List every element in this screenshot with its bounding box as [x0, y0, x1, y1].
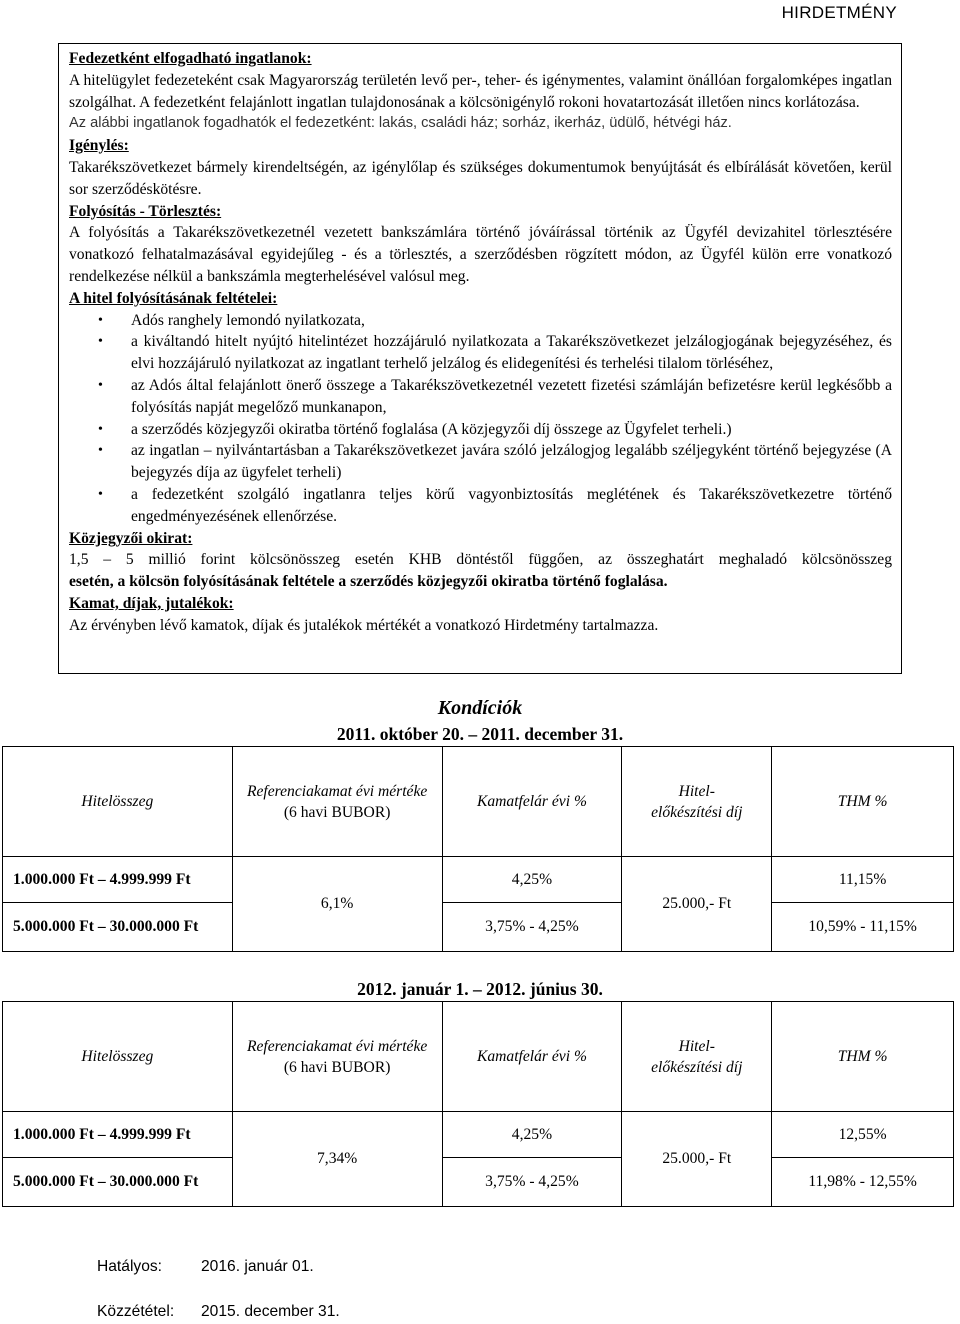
header-fee-line2: előkészítési díj: [651, 1058, 743, 1076]
table-header-row: [3, 1002, 954, 1112]
table-row: [3, 857, 954, 903]
period-1-title: 2011. október 20. – 2011. december 31.: [336, 724, 624, 744]
feltetelek-heading: A hitel folyósításának feltételei:: [69, 289, 278, 307]
kamat-heading: Kamat, díjak, jutalékok:: [69, 594, 234, 612]
fedezet-paragraph-1: [69, 70, 892, 114]
row-thm: 11,98% - 12,55%: [772, 1158, 954, 1207]
period-2-title: 2012. január 1. – 2012. június 30.: [357, 979, 603, 999]
publication-date-label: Közzététel:: [97, 1303, 175, 1320]
header-fee-line1: Hitel-: [678, 1037, 715, 1055]
row-amount: 1.000.000 Ft – 4.999.999 Ft: [3, 1112, 233, 1158]
publication-date-line: [97, 1303, 340, 1321]
kondiciok-title: Kondíciók: [437, 697, 523, 719]
effective-date-value: 2016. január 01.: [201, 1258, 314, 1275]
header-amount: Hitelösszeg: [3, 1002, 233, 1112]
header-fee-line1: Hitel-: [678, 782, 715, 800]
bullet-icon: •: [98, 377, 103, 393]
list-item-text: a fedezetként szolgáló ingatlanra teljes körű vagyonbiztosítás meglétének és Takarékszövetkezetre történő engedményezésének ellenőrzése.: [131, 485, 892, 525]
folyositas-paragraph: A folyósítás a Takarékszövetkezetnél vezetett bankszámlára történő jóváírással történik az Ügyfél devizahitel törlesztésére vonatkozó felhatalmazásával egyidejűleg - és a törlesztés, a szerződésben rögzített módon, az Ügyfél külön erre vonatkozó rendelkezése nélkül a bankszámla megterhelésével valósul meg.: [69, 224, 892, 285]
fedezet-heading: Fedezetként elfogadható ingatlanok:: [69, 50, 312, 67]
list-item-text: a kiváltandó hitelt nyújtó hitelintézet hozzájáruló nyilatkozata a Takarékszövetkezet jelzálogjogának bejegyzéséhez, és elvi hozzájáruló nyilatkozat az ingatlant terhelő jelzálog és elidegenítési és terhelési tilalom törléséhez,: [131, 333, 892, 373]
header-ref-line2: (6 havi BUBOR): [283, 1058, 391, 1076]
bullet-icon: •: [98, 312, 103, 328]
kozjegyzoi-heading: Közjegyzői okirat:: [69, 529, 193, 547]
header-fee-line2: előkészítési díj: [651, 803, 743, 821]
header-ref-rate: [232, 1002, 442, 1112]
header-ref-line2: (6 havi BUBOR): [283, 803, 391, 821]
igenyles-heading: Igénylés:: [69, 137, 129, 155]
row-thm: 12,55%: [772, 1112, 954, 1158]
effective-date-label: Hatályos:: [97, 1258, 163, 1275]
bullet-icon: •: [98, 421, 103, 437]
conditions-box: [58, 43, 902, 674]
rates-table-1: [2, 746, 954, 952]
list-item-text: a szerződés közjegyzői okiratba történő foglalása (A közjegyzői díj összege az Ügyfelet terheli.): [131, 420, 732, 438]
list-item-text: az Adós által felajánlott önerő összege a Takarékszövetkezetnél vezetett fizetési számláján befizetésre kerül legkésőbb a folyósítás napját megelőző munkanapon,: [131, 376, 892, 416]
igenyles-paragraph: Takarékszövetkezet bármely kirendeltségén, az igénylőlap és szükséges dokumentumok benyújtását és elbírálását követően, kerül sor szerződéskötésre.: [69, 158, 892, 198]
bullet-icon: •: [98, 334, 103, 350]
list-item: [98, 484, 892, 528]
header-fee: [622, 747, 772, 857]
folyositas-heading: Folyósítás - Törlesztés:: [69, 202, 222, 220]
publication-date-value: 2015. december 31.: [201, 1303, 340, 1320]
header-ref-line1: Referenciakamat évi mértéke: [246, 782, 428, 800]
row-amount: 1.000.000 Ft – 4.999.999 Ft: [3, 857, 233, 903]
row-amount: 5.000.000 Ft – 30.000.000 Ft: [3, 903, 233, 952]
row-margin: 4,25%: [442, 1112, 622, 1158]
kozjegyzoi-line-1: 1,5 – 5 millió forint kölcsönösszeg esetén KHB döntéstől függően, az összeghatárt meghaladó kölcsönösszeg: [69, 551, 892, 569]
list-item: [98, 440, 892, 484]
row-margin: 3,75% - 4,25%: [442, 1158, 622, 1207]
fedezet-p1-text: A hitelügylet fedezeteként csak Magyarország területén levő per-, teher- és igénymentes, valamint önállóan forgalomképes ingatlan szolgálhat. A fedezetként felajánlott ingatlan tulajdonosának a kölcsönigénylő rokoni hovatartozását illetően nincs korlátozása.: [69, 71, 892, 111]
header-thm: THM %: [772, 1002, 954, 1112]
table-row: [3, 1158, 954, 1207]
header-amount: Hitelösszeg: [3, 747, 233, 857]
rates-table-2: [2, 1001, 954, 1207]
fee-cell: 25.000,- Ft: [622, 1112, 772, 1207]
ref-rate-cell: 7,34%: [232, 1112, 442, 1207]
row-thm: 11,15%: [772, 857, 954, 903]
list-item-text: Adós ranghely lemondó nyilatkozata,: [131, 311, 365, 329]
bullet-icon: •: [98, 486, 103, 502]
fee-cell: 25.000,- Ft: [622, 857, 772, 952]
row-margin: 3,75% - 4,25%: [442, 903, 622, 952]
header-margin: Kamatfelár évi %: [442, 1002, 622, 1112]
effective-date-line: [97, 1258, 314, 1276]
fedezet-paragraph-2: Az alábbi ingatlanok fogadhatók el fedezetként: lakás, családi ház; sorház, ikerház, üdülő, hétvégi ház.: [69, 115, 732, 132]
list-item: [98, 419, 892, 441]
header-ref-rate: [232, 747, 442, 857]
header-margin: Kamatfelár évi %: [442, 747, 622, 857]
kamat-paragraph: Az érvényben lévő kamatok, díjak és jutalékok mértékét a vonatkozó Hirdetmény tartalmazza.: [69, 616, 659, 634]
table-row: [3, 1112, 954, 1158]
document-type-label: HIRDETMÉNY: [781, 3, 897, 22]
list-item: [98, 331, 892, 375]
header-thm: THM %: [772, 747, 954, 857]
list-item: [98, 310, 892, 332]
table-row: [3, 903, 954, 952]
ref-rate-cell: 6,1%: [232, 857, 442, 952]
feltetelek-list: [69, 310, 892, 528]
list-item-text: az ingatlan – nyilvántartásban a Takarékszövetkezet javára szóló jelzálogjog legalább széljegyként történő bejegyzése (A bejegyzés díja az ügyfelet terheli): [131, 442, 892, 482]
kozjegyzoi-line-2: esetén, a kölcsön folyósításának feltétele a szerződés közjegyzői okiratba történő foglalása.: [69, 573, 668, 591]
header-fee: [622, 1002, 772, 1112]
row-margin: 4,25%: [442, 857, 622, 903]
table-header-row: [3, 747, 954, 857]
row-amount: 5.000.000 Ft – 30.000.000 Ft: [3, 1158, 233, 1207]
row-thm: 10,59% - 11,15%: [772, 903, 954, 952]
bullet-icon: •: [98, 443, 103, 459]
list-item: [98, 375, 892, 419]
header-ref-line1: Referenciakamat évi mértéke: [246, 1037, 428, 1055]
